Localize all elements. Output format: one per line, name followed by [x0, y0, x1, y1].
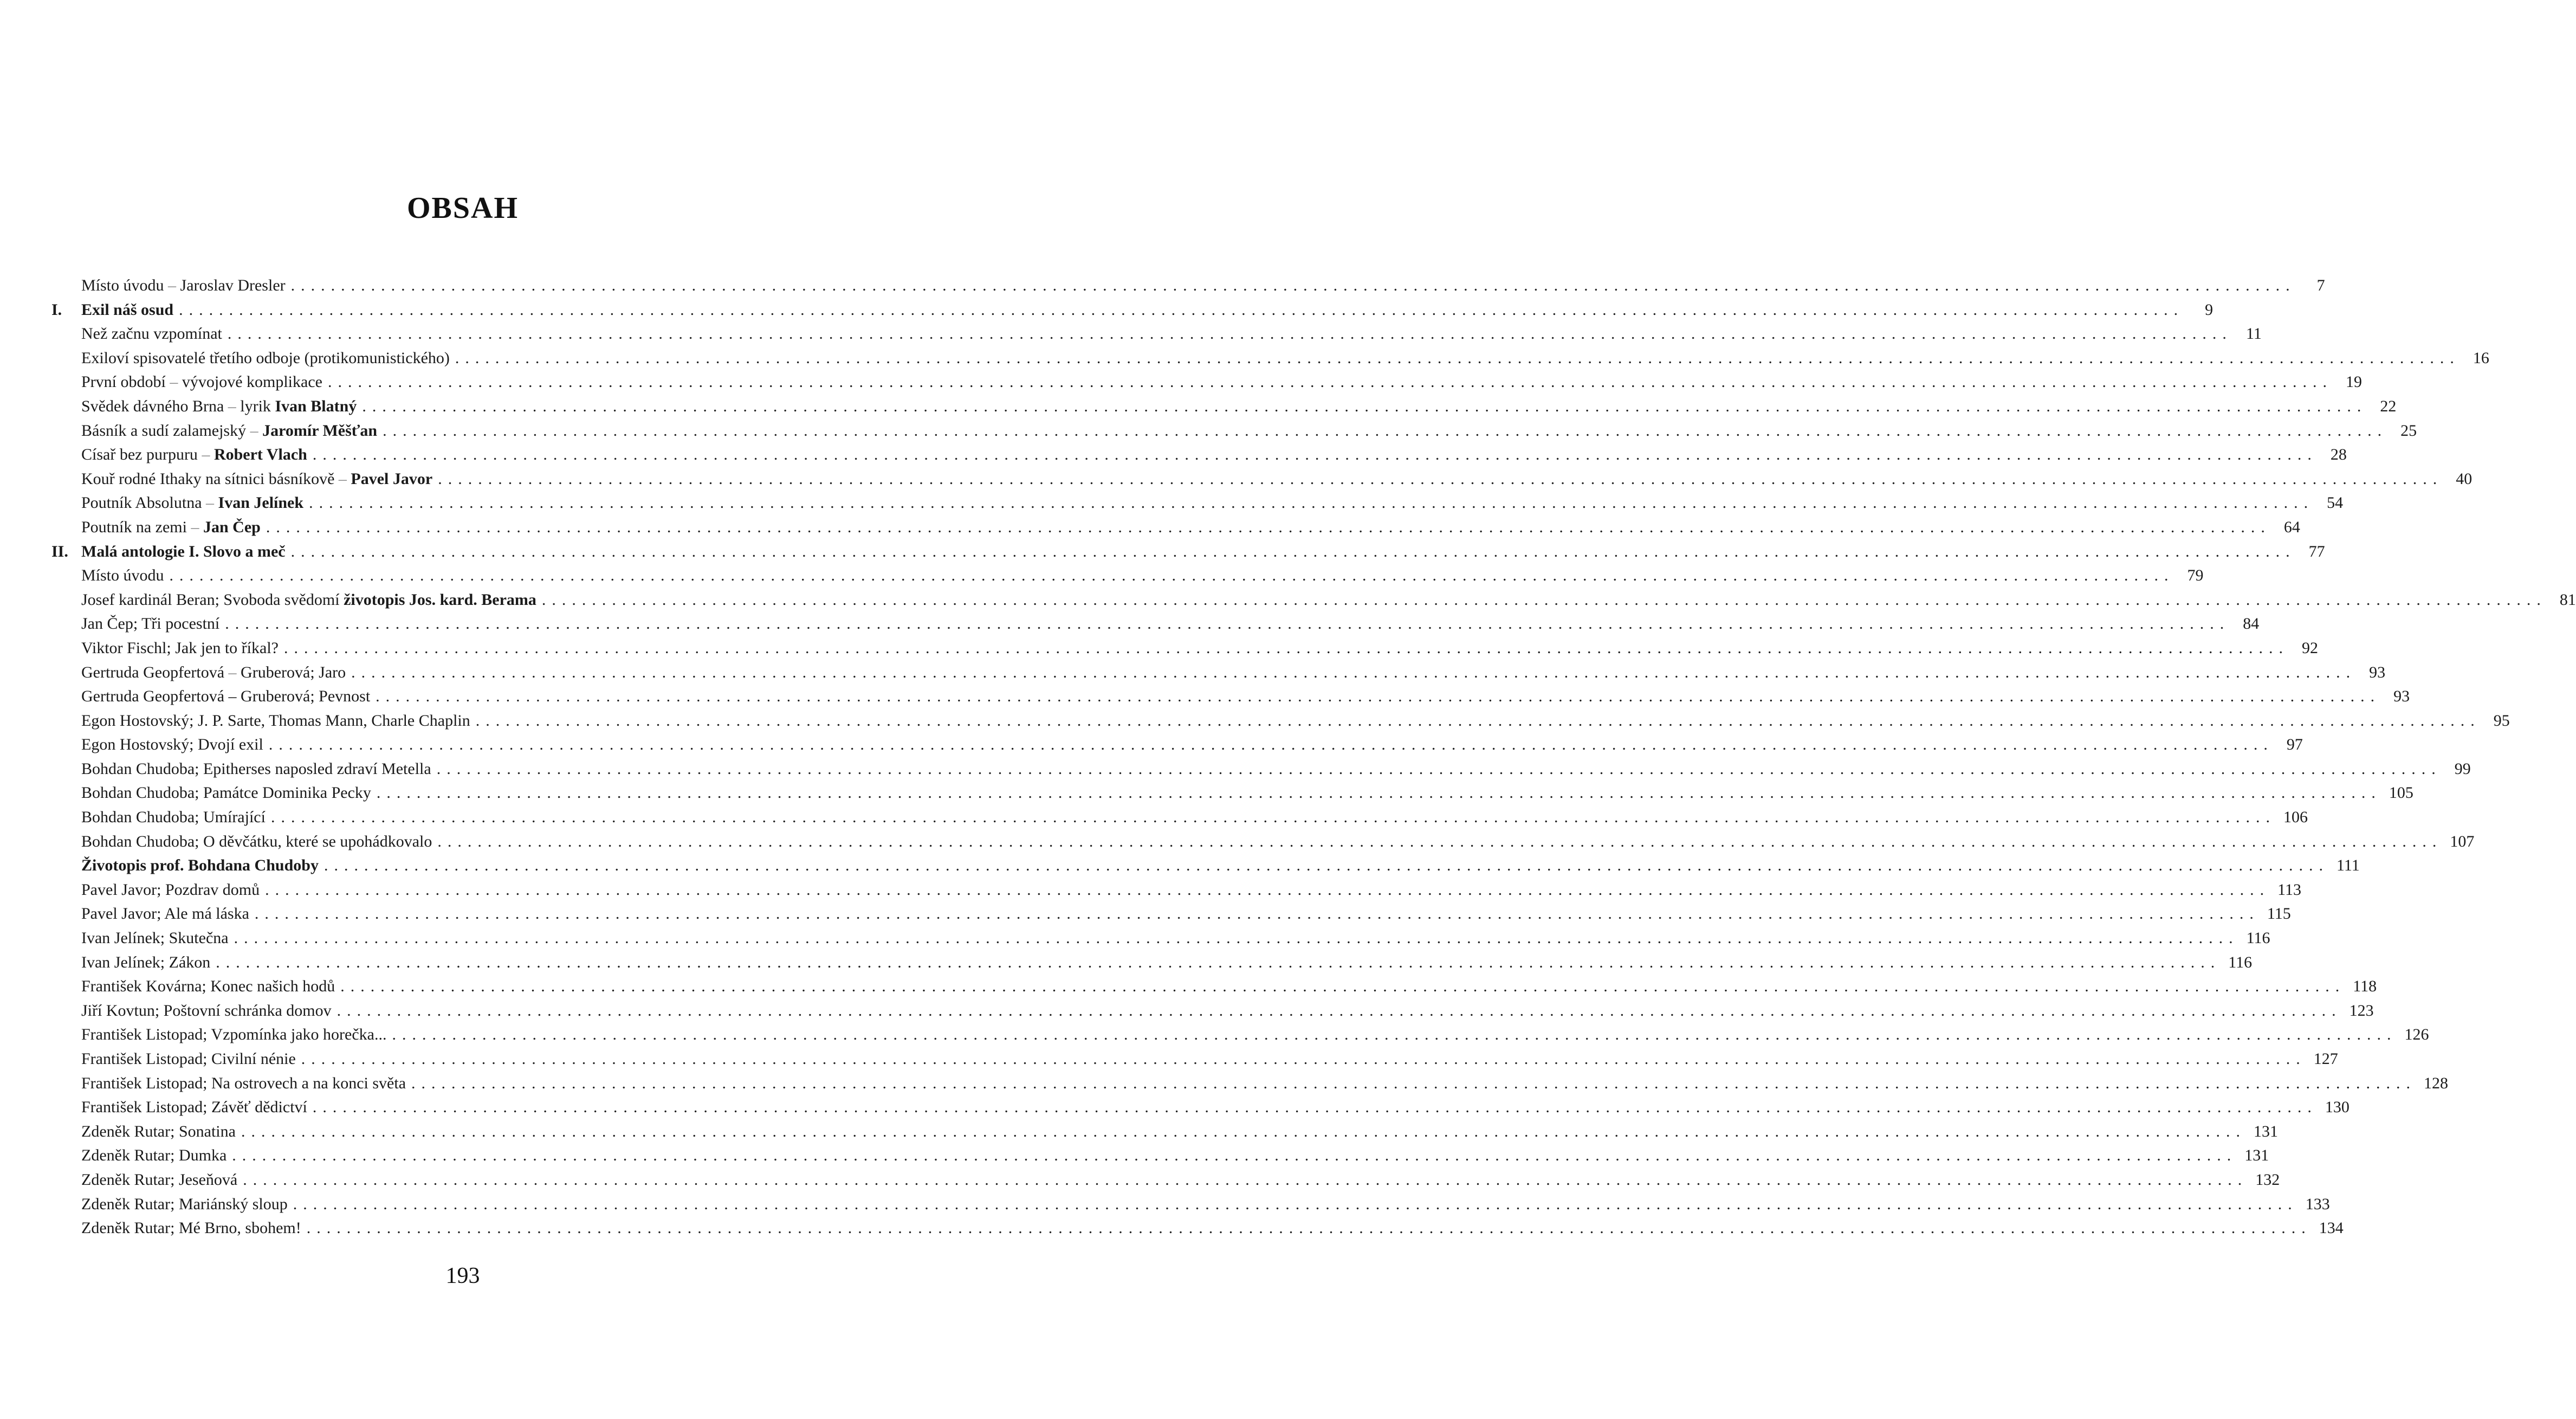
title-text: Bohdan Chudoba; Epitherses naposled zdraví Metella	[81, 759, 431, 778]
toc-entry-line	[81, 975, 2377, 999]
dot-leader: ........................................................................................................................................................................................................	[411, 1074, 2417, 1092]
dot-leader: ........................................................................................................................................................................................................	[376, 784, 2381, 802]
title-text: Bohdan Chudoba; Památce Dominika Pecky	[81, 784, 371, 802]
toc-entry-line	[81, 926, 2270, 951]
toc-entry-line	[81, 661, 2386, 685]
dot-leader: ........................................................................................................................................................................................................	[254, 905, 2260, 923]
dot-leader: ........................................................................................................................................................................................................	[216, 953, 2221, 971]
dot-leader: ........................................................................................................................................................................................................	[475, 711, 2481, 730]
dot-leader: ........................................................................................................................................................................................................	[541, 590, 2547, 609]
dash-separator: –	[338, 469, 347, 488]
dot-leader: ........................................................................................................................................................................................................	[290, 542, 2296, 560]
toc-entry-line	[81, 322, 2262, 346]
toc-entry-line	[81, 467, 2473, 492]
page-ref: 16	[2473, 349, 2489, 367]
title-text: První období	[81, 373, 170, 391]
toc-entry-line	[81, 1023, 2429, 1047]
dot-leader: ........................................................................................................................................................................................................	[266, 518, 2271, 536]
dot-leader: ........................................................................................................................................................................................................	[283, 638, 2289, 657]
page-ref: 134	[2319, 1219, 2344, 1237]
toc-entry-title	[81, 999, 332, 1023]
toc-entry	[51, 757, 2471, 782]
title-text: Viktor Fischl; Jak jen to říkal?	[81, 638, 279, 657]
toc-entry-title	[81, 685, 370, 709]
toc-entry	[51, 951, 2253, 975]
toc-entry-title	[81, 709, 470, 733]
dot-leader: ........................................................................................................................................................................................................	[312, 446, 2318, 464]
title-text: Jiří Kovtun; Poštovní schránka domov	[81, 1001, 332, 1020]
title-text: Zdeněk Rutar; Mé Brno, sbohem!	[81, 1219, 301, 1237]
page-ref: 99	[2454, 759, 2471, 778]
toc-entry-title	[81, 612, 219, 636]
toc-entry-line	[81, 709, 2510, 733]
toc-entry-title	[81, 540, 286, 564]
dot-leader: ........................................................................................................................................................................................................	[301, 1050, 2306, 1068]
toc-entry-line	[81, 612, 2260, 636]
page-ref: 113	[2277, 880, 2301, 899]
toc-entry	[51, 854, 2360, 878]
toc-entry	[51, 540, 2325, 564]
dash-separator: –	[202, 446, 210, 464]
toc-entry-title	[81, 1023, 386, 1047]
toc-entry-line	[81, 854, 2360, 878]
toc-entry-title	[81, 298, 173, 322]
section-number: II.	[51, 542, 68, 560]
dash-separator: –	[206, 494, 215, 512]
title-text: Jan Čep; Tři pocestní	[81, 615, 220, 633]
dot-leader: ........................................................................................................................................................................................................	[340, 977, 2346, 996]
toc-entry	[51, 1168, 2280, 1192]
toc-entry-line	[81, 999, 2374, 1023]
title-text: Svědek dávného Brna	[81, 397, 228, 415]
dot-leader: ........................................................................................................................................................................................................	[243, 1170, 2248, 1189]
toc-entry-title	[81, 902, 249, 926]
toc-entry-title	[81, 661, 346, 685]
table-of-contents	[51, 274, 2576, 1241]
section-number: I.	[51, 300, 62, 319]
page-ref: 22	[2380, 397, 2397, 415]
page-ref: 115	[2267, 905, 2291, 923]
toc-entry	[51, 419, 2417, 443]
page-ref: 111	[2336, 856, 2360, 875]
toc-entry-title	[81, 830, 432, 854]
toc-entry	[51, 1216, 2344, 1241]
toc-entry-title	[81, 636, 279, 661]
toc-entry-title	[81, 588, 536, 612]
page-ref: 131	[2253, 1122, 2278, 1140]
dash-separator: –	[228, 397, 236, 415]
toc-entry-title	[81, 370, 322, 395]
author-name: Ivan Blatný	[275, 397, 357, 415]
toc-entry-title	[81, 467, 432, 492]
toc-entry-title	[81, 564, 164, 588]
page-ref: 97	[2286, 736, 2303, 754]
page-ref: 93	[2393, 687, 2410, 706]
toc-entry-title	[81, 733, 263, 757]
toc-entry	[51, 1144, 2269, 1168]
title-text: Básník a sudí zalamejský	[81, 421, 250, 440]
toc-entry	[51, 1047, 2338, 1072]
dot-leader: ........................................................................................................................................................................................................	[169, 566, 2174, 585]
toc-entry-title	[81, 515, 261, 540]
page-ref: 107	[2450, 832, 2475, 850]
page-ref: 92	[2301, 638, 2318, 657]
toc-entry	[51, 1192, 2330, 1217]
toc-entry-line	[81, 1216, 2344, 1241]
toc-entry	[51, 1120, 2278, 1144]
title-text: Pavel Javor; Pozdrav domů	[81, 880, 260, 899]
page-ref: 106	[2283, 808, 2308, 827]
dot-leader: ........................................................................................................................................................................................................	[268, 736, 2274, 754]
toc-entry	[51, 661, 2386, 685]
toc-entry-line	[81, 1192, 2330, 1217]
toc-entry-line	[81, 757, 2471, 782]
toc-entry-line	[81, 1144, 2269, 1168]
dash-separator: –	[250, 421, 258, 440]
title-text: Exiloví spisovatelé třetího odboje (protikomunistického)	[81, 349, 450, 367]
toc-entry-line	[81, 781, 2413, 805]
dot-leader: ........................................................................................................................................................................................................	[323, 856, 2329, 875]
title-text: Egon Hostovský; Dvojí exil	[81, 736, 263, 754]
page-ref: 40	[2456, 469, 2473, 488]
page-ref: 133	[2305, 1195, 2330, 1213]
dash-separator: –	[191, 518, 199, 536]
dot-leader: ........................................................................................................................................................................................................	[392, 1025, 2397, 1044]
dash-separator: –	[228, 663, 237, 681]
author-name: Jaromír Měšťan	[262, 421, 378, 440]
toc-entry-line	[81, 346, 2489, 371]
author-name: Životopis prof. Bohdana Chudoby	[81, 856, 319, 875]
dot-leader: ........................................................................................................................................................................................................	[293, 1195, 2298, 1213]
toc-entry-line	[81, 878, 2301, 902]
toc-entry-title	[81, 854, 319, 878]
toc-entry	[51, 467, 2473, 492]
toc-entry	[51, 975, 2377, 999]
toc-entry	[51, 395, 2397, 419]
toc-entry-line	[81, 515, 2300, 540]
page-ref: 116	[2246, 929, 2270, 947]
toc-entry-title	[81, 781, 371, 805]
page-ref: 126	[2404, 1025, 2429, 1044]
page-ref: 81	[2559, 590, 2576, 609]
title-text: Malá antologie I. Slovo a meč	[81, 542, 286, 560]
toc-entry	[51, 830, 2475, 854]
dot-leader: ........................................................................................................................................................................................................	[312, 1098, 2318, 1117]
toc-entry	[51, 999, 2374, 1023]
toc-entry-line	[81, 540, 2325, 564]
dot-leader: ........................................................................................................................................................................................................	[270, 808, 2276, 827]
author-name: Jan Čep	[203, 518, 261, 536]
toc-entry-line	[81, 370, 2362, 395]
toc-entry	[51, 805, 2308, 830]
title-text: lyrik	[236, 397, 275, 415]
dot-leader: ........................................................................................................................................................................................................	[351, 663, 2357, 681]
page-ref: 79	[2187, 566, 2204, 585]
page-ref: 11	[2246, 325, 2262, 343]
page-ref: 84	[2243, 615, 2260, 633]
title-text: František Listopad; Závěť dědictví	[81, 1098, 307, 1117]
toc-entry	[51, 1095, 2350, 1120]
toc-entry-line	[81, 1047, 2338, 1072]
toc-entry-title	[81, 757, 431, 782]
dot-leader: ........................................................................................................................................................................................................	[455, 349, 2460, 367]
dot-leader: ........................................................................................................................................................................................................	[436, 759, 2442, 778]
toc-entry-line	[81, 685, 2410, 709]
title-text: Gruberová; Jaro	[236, 663, 346, 681]
toc-entry-line	[81, 298, 2213, 322]
toc-entry-title	[81, 1192, 288, 1217]
page-ref: 128	[2424, 1074, 2449, 1092]
author-name: životopis Jos. kard. Berama	[344, 590, 536, 609]
toc-entry-title	[81, 975, 335, 999]
toc-entry	[51, 491, 2344, 515]
toc-entry	[51, 902, 2291, 926]
title-text: Císař bez purpuru	[81, 446, 202, 464]
toc-entry-title	[81, 1168, 237, 1192]
dot-leader: ........................................................................................................................................................................................................	[376, 687, 2381, 706]
title-text: Zdeněk Rutar; Dumka	[81, 1146, 227, 1165]
toc-entry-title	[81, 1072, 406, 1096]
page-ref: 105	[2389, 784, 2413, 802]
toc-entry	[51, 346, 2489, 371]
toc-entry	[51, 443, 2347, 467]
dot-leader: ........................................................................................................................................................................................................	[241, 1122, 2246, 1140]
title-text	[258, 422, 263, 440]
toc-entry-line	[81, 902, 2291, 926]
toc-entry	[51, 1023, 2429, 1047]
page-ref: 123	[2349, 1001, 2374, 1020]
title-text	[199, 518, 203, 536]
toc-entry	[51, 636, 2318, 661]
toc-entry	[51, 926, 2270, 951]
toc-entry	[51, 564, 2204, 588]
dot-leader: ........................................................................................................................................................................................................	[225, 615, 2230, 633]
toc-entry-title	[81, 1144, 226, 1168]
page-ref: 118	[2353, 977, 2377, 996]
toc-entry	[51, 370, 2362, 395]
title-text: Zdeněk Rutar; Mariánský sloup	[81, 1195, 288, 1213]
toc-entry-title	[81, 443, 307, 467]
title-text: František Listopad; Na ostrovech a na konci světa	[81, 1074, 406, 1092]
page-ref: 95	[2493, 711, 2510, 730]
toc-entry-line	[81, 588, 2576, 612]
title-text: Bohdan Chudoba; Umírající	[81, 808, 266, 827]
page-ref: 130	[2325, 1098, 2350, 1117]
toc-entry	[51, 878, 2301, 902]
title-text: Než začnu vzpomínat	[81, 325, 222, 343]
title-text: Zdeněk Rutar; Sonatina	[81, 1122, 236, 1140]
title-text: František Listopad; Vzpomínka jako horečka...	[81, 1025, 387, 1044]
title-text: Ivan Jelínek; Zákon	[81, 953, 211, 971]
toc-entry	[51, 515, 2300, 540]
toc-entry-title	[81, 1095, 307, 1120]
page-ref: 77	[2308, 542, 2325, 560]
toc-entry-title	[81, 1047, 296, 1072]
page-ref: 116	[2228, 953, 2253, 971]
title-text: Egon Hostovský; J. P. Sarte, Thomas Mann, Charle Chaplin	[81, 711, 470, 730]
toc-entry-title	[81, 274, 286, 298]
title-text: Gertruda Geopfertová – Gruberová; Pevnost	[81, 687, 371, 706]
toc-entry-line	[81, 274, 2325, 298]
title-text	[214, 494, 218, 512]
toc-entry-title	[81, 878, 260, 902]
toc-entry-title	[81, 1120, 236, 1144]
dot-leader: ........................................................................................................................................................................................................	[232, 1146, 2237, 1165]
title-text	[210, 446, 214, 463]
toc-entry	[51, 588, 2576, 612]
page-ref: 7	[2316, 276, 2325, 294]
toc-entry	[51, 274, 2325, 298]
toc-entry	[51, 733, 2303, 757]
toc-entry-line	[81, 1168, 2280, 1192]
page-ref: 28	[2330, 446, 2347, 464]
toc-entry-line	[81, 564, 2204, 588]
title-text: Místo úvodu	[81, 276, 169, 294]
page-ref: 54	[2327, 494, 2344, 512]
toc-entry-title	[81, 491, 303, 515]
title-text: Pavel Javor; Ale má láska	[81, 905, 249, 923]
toc-entry-line	[81, 636, 2318, 661]
toc-entry	[51, 685, 2410, 709]
toc-entry-line	[81, 395, 2397, 419]
dot-leader: ........................................................................................................................................................................................................	[306, 1219, 2312, 1237]
toc-entry-title	[81, 322, 222, 346]
toc-entry-title	[81, 346, 450, 371]
dot-leader: ........................................................................................................................................................................................................	[437, 832, 2443, 850]
toc-entry	[51, 322, 2262, 346]
page-number: 193	[445, 1263, 480, 1288]
dash-separator: –	[168, 276, 177, 294]
title-text: František Listopad; Civilní nénie	[81, 1050, 296, 1068]
title-text: Zdeněk Rutar; Jeseňová	[81, 1170, 238, 1189]
page-title: OBSAH	[406, 191, 519, 225]
toc-entry-line	[81, 951, 2253, 975]
author-name: Pavel Javor	[351, 469, 433, 488]
title-text: Ivan Jelínek; Skutečna	[81, 929, 229, 947]
toc-entry-line	[81, 443, 2347, 467]
page-ref: 9	[2205, 300, 2213, 319]
dot-leader: ........................................................................................................................................................................................................	[438, 469, 2443, 488]
toc-entry-line	[81, 491, 2344, 515]
title-text: Poutník Absolutna	[81, 494, 206, 512]
toc-entry-title	[81, 805, 266, 830]
toc-entry	[51, 612, 2260, 636]
title-text: Josef kardinál Beran; Svoboda svědomí	[81, 590, 344, 609]
toc-entry-title	[81, 1216, 301, 1241]
title-text: Kouř rodné Ithaky na sítnici básníkově	[81, 469, 339, 488]
toc-entry-line	[81, 805, 2308, 830]
page-ref: 131	[2244, 1146, 2269, 1165]
dot-leader: ........................................................................................................................................................................................................	[383, 421, 2388, 440]
toc-entry-title	[81, 395, 357, 419]
dot-leader: ........................................................................................................................................................................................................	[179, 300, 2184, 319]
toc-entry	[51, 298, 2213, 322]
toc-entry-line	[81, 733, 2303, 757]
dot-leader: ........................................................................................................................................................................................................	[336, 1001, 2342, 1020]
dot-leader: ........................................................................................................................................................................................................	[362, 397, 2367, 415]
title-text: František Kovárna; Konec našich hodů	[81, 977, 335, 996]
toc-entry-title	[81, 419, 377, 443]
toc-entry-line	[81, 1095, 2350, 1120]
page-ref: 93	[2369, 663, 2386, 681]
page-ref: 19	[2345, 373, 2362, 391]
dot-leader: ........................................................................................................................................................................................................	[309, 494, 2314, 512]
dash-separator: –	[170, 373, 178, 391]
toc-entry	[51, 1072, 2449, 1096]
dot-leader: ........................................................................................................................................................................................................	[227, 325, 2232, 343]
title-text: Místo úvodu	[81, 566, 164, 585]
page-ref: 64	[2283, 518, 2300, 536]
toc-entry-line	[81, 1072, 2449, 1096]
toc-entry-line	[81, 1120, 2278, 1144]
dot-leader: ........................................................................................................................................................................................................	[265, 880, 2270, 899]
title-text: Exil náš osud	[81, 300, 174, 319]
toc-entry	[51, 709, 2510, 733]
page-ref: 25	[2400, 421, 2417, 440]
dot-leader: ........................................................................................................................................................................................................	[234, 929, 2239, 947]
toc-entry	[51, 781, 2413, 805]
title-text: vývojové komplikace	[178, 373, 322, 391]
dot-leader: ........................................................................................................................................................................................................	[290, 276, 2296, 294]
page-ref: 132	[2255, 1170, 2280, 1189]
dot-leader: ........................................................................................................................................................................................................	[327, 373, 2333, 391]
toc-entry-line	[81, 830, 2475, 854]
toc-entry-title	[81, 951, 210, 975]
toc-entry-line	[81, 419, 2417, 443]
author-name: Ivan Jelínek	[218, 494, 304, 512]
author-name: Robert Vlach	[213, 446, 307, 464]
title-text: Gertruda Geopfertová	[81, 663, 229, 681]
title-text: Bohdan Chudoba; O děvčátku, které se upohádkovalo	[81, 832, 432, 850]
page-ref: 127	[2313, 1050, 2338, 1068]
title-text: Jaroslav Dresler	[176, 276, 286, 294]
toc-entry-title	[81, 926, 229, 951]
title-text: Poutník na zemi	[81, 518, 191, 536]
